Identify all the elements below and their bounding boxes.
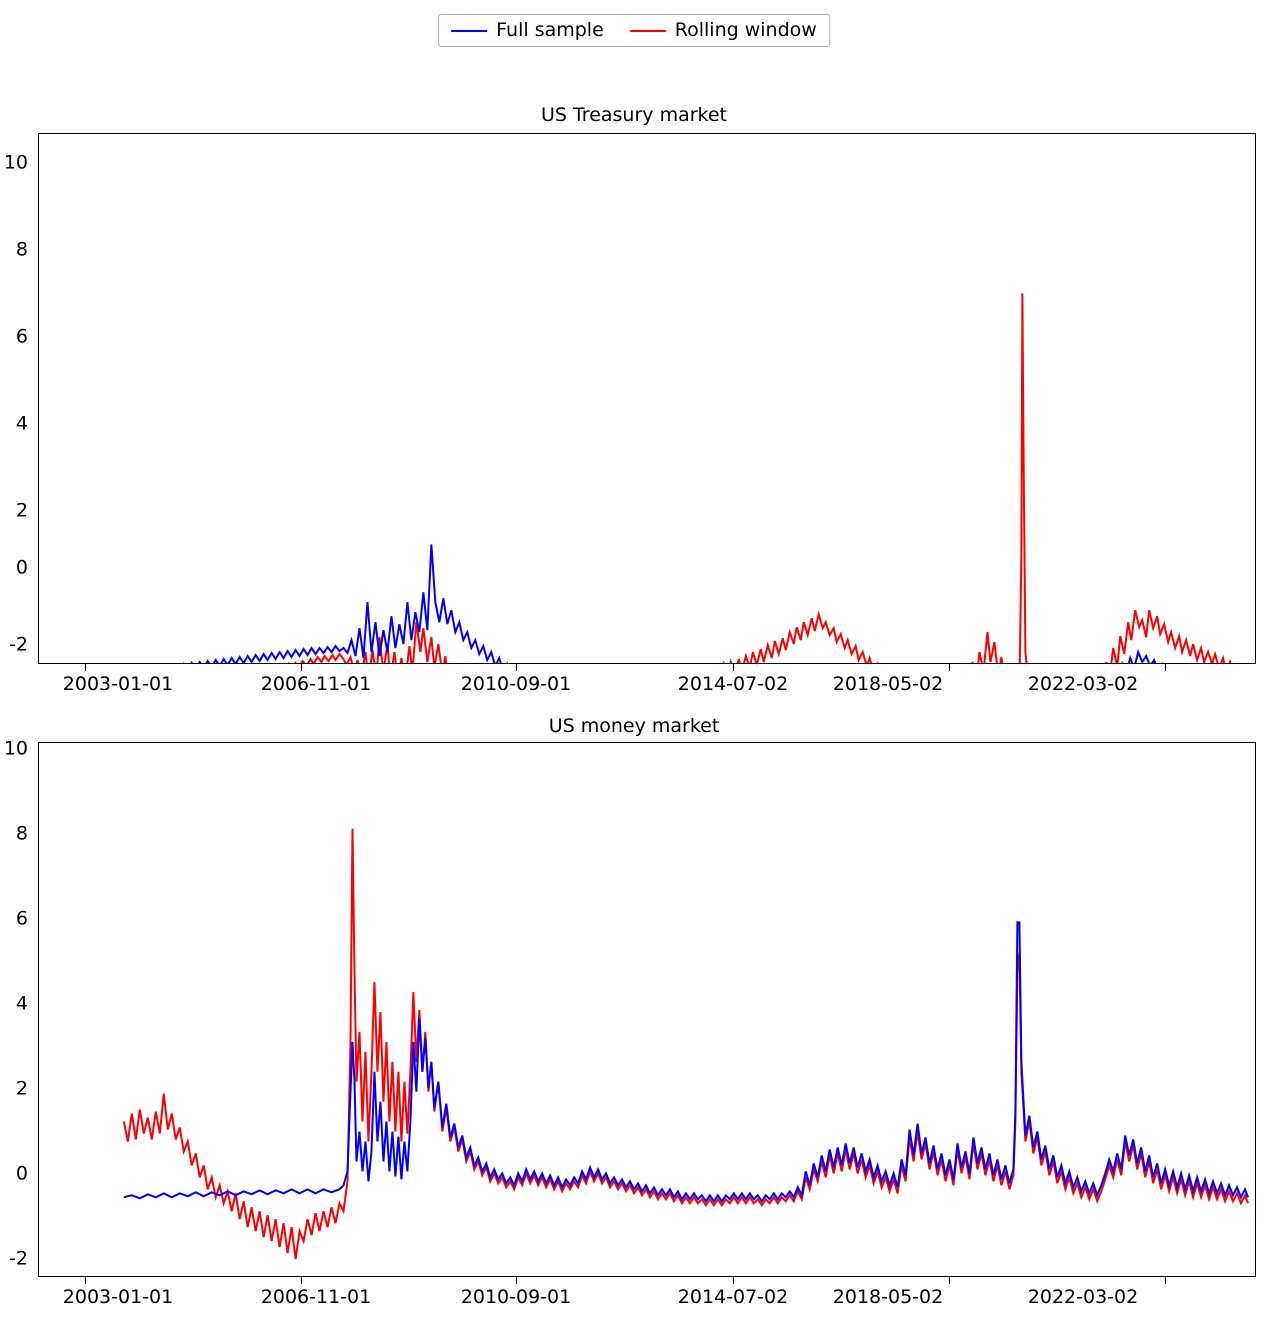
ytick-label-p1-10: 10: [3, 151, 28, 174]
xtick-label-p2-2: 2010-09-01: [460, 1286, 572, 1308]
treasury-plot-svg: [39, 134, 1255, 663]
panel-title-money: US money market: [548, 715, 720, 737]
ytick-label-p2-8: 8: [15, 822, 28, 845]
xtick-mark-p1-2: [516, 664, 517, 671]
ytick-label-p1-6: 6: [15, 325, 28, 348]
series-full-sample-treasury: [124, 544, 1246, 663]
xtick-label-p2-3: 2014-07-02: [677, 1286, 789, 1308]
ytick-label-p2-6: 6: [15, 907, 28, 930]
xtick-mark-p1-4: [949, 664, 950, 671]
panel-title-treasury: US Treasury market: [540, 104, 727, 126]
ytick-label-p2-0: 0: [15, 1162, 28, 1185]
xtick-mark-p2-2: [516, 1277, 517, 1284]
xtick-mark-p2-4: [949, 1277, 950, 1284]
money-plot-svg: [39, 743, 1255, 1276]
xtick-label-p2-1: 2006-11-01: [260, 1286, 372, 1308]
xtick-mark-p1-5: [1165, 664, 1166, 671]
series-full-sample-money: [124, 922, 1248, 1201]
ytick-label-p1-4: 4: [15, 412, 28, 435]
xtick-label-p1-5: 2022-03-02: [1027, 673, 1139, 695]
ytick-label-p1-0: 0: [15, 556, 28, 579]
legend-label-rolling-window: Rolling window: [674, 19, 817, 41]
ytick-label-p2-2: 2: [15, 1077, 28, 1100]
plot-area-treasury: [38, 133, 1256, 664]
chart-legend: [438, 14, 830, 47]
ytick-label-p2-10: 10: [3, 737, 28, 760]
legend-swatch-rolling-window: [630, 30, 666, 32]
ytick-label-p1-2: 2: [15, 499, 28, 522]
legend-entry-full-sample: [451, 21, 604, 40]
ytick-label-p1-8: 8: [15, 238, 28, 261]
xtick-label-p1-0: 2003-01-01: [62, 673, 174, 695]
ytick-label-p2-minus2: -2: [9, 1247, 28, 1270]
ytick-label-p2-4: 4: [15, 992, 28, 1015]
xtick-mark-p2-1: [301, 1277, 302, 1284]
xtick-mark-p1-0: [85, 664, 86, 671]
xtick-label-p1-4: 2018-05-02: [832, 673, 944, 695]
plot-area-money: [38, 742, 1256, 1277]
xtick-label-p2-0: 2003-01-01: [62, 1286, 174, 1308]
xtick-mark-p1-3: [733, 664, 734, 671]
xtick-mark-p2-0: [85, 1277, 86, 1284]
xtick-label-p1-2: 2010-09-01: [460, 673, 572, 695]
series-rolling-window-treasury: [124, 293, 1248, 663]
xtick-mark-p2-5: [1165, 1277, 1166, 1284]
xtick-label-p2-4: 2018-05-02: [832, 1286, 944, 1308]
xtick-label-p2-5: 2022-03-02: [1027, 1286, 1139, 1308]
xtick-label-p1-1: 2006-11-01: [260, 673, 372, 695]
legend-entry-rolling-window: [630, 21, 817, 40]
xtick-label-p1-3: 2014-07-02: [677, 673, 789, 695]
legend-label-full-sample: Full sample: [496, 19, 604, 41]
legend-swatch-full-sample: [451, 30, 487, 32]
ytick-label-p1-minus2: -2: [9, 633, 28, 656]
xtick-mark-p2-3: [733, 1277, 734, 1284]
xtick-mark-p1-1: [301, 664, 302, 671]
